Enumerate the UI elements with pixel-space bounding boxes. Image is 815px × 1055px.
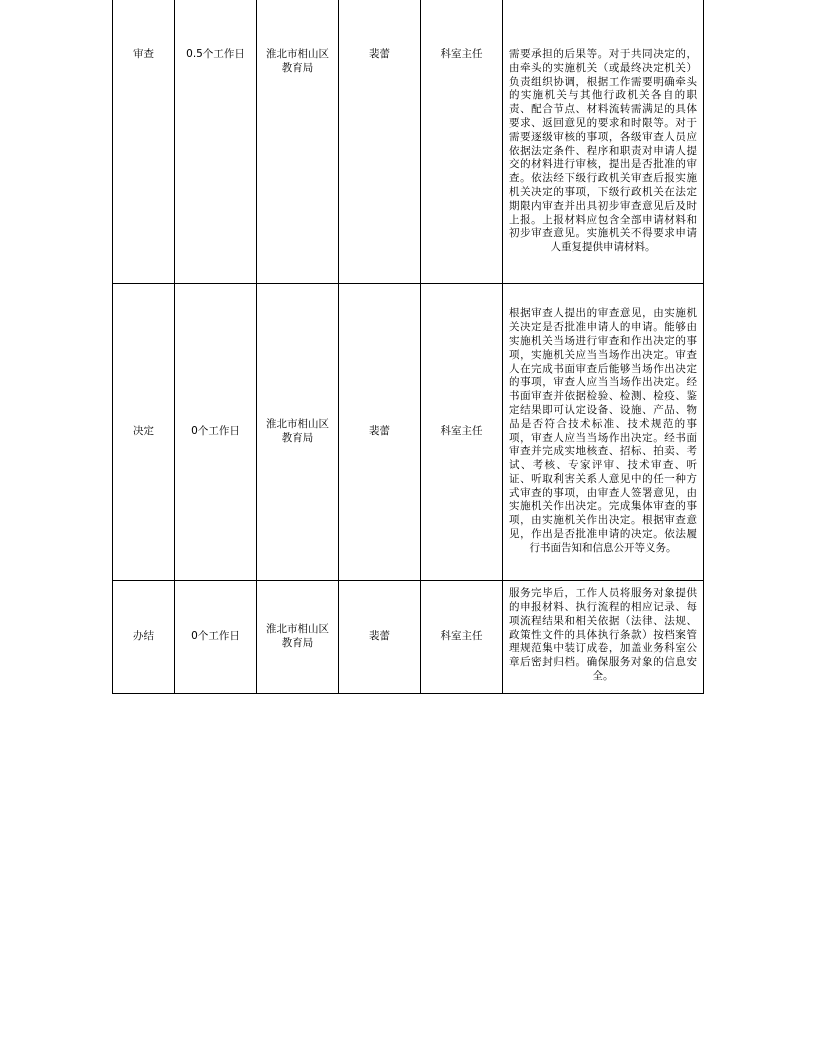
stage-label: 办结 xyxy=(133,629,154,642)
time-limit-value: 0个工作日 xyxy=(191,424,240,437)
person-cell xyxy=(339,0,421,283)
process-table xyxy=(112,0,704,694)
person-name: 裴蕾 xyxy=(369,48,390,60)
agency-name: 淮北市相山区教育局 xyxy=(266,417,329,444)
time-limit-value: 0个工作日 xyxy=(191,629,240,642)
agency-cell xyxy=(257,283,339,580)
table-row xyxy=(113,580,704,693)
description-cell xyxy=(503,283,704,580)
stage-cell xyxy=(113,580,175,693)
description-text: 服务完毕后，工作人员将服务对象提供的申报材料、执行流程的相应记录、每项流程结果和相关依据（法律、法规、政策性文件的具体执行条款）按档案管理规范集中装订成卷，加盖业务科室公章后密封归档。确保服务对象的信息安全。 xyxy=(509,587,697,682)
person-name: 裴蕾 xyxy=(369,629,390,642)
position-title: 科室主任 xyxy=(440,629,483,642)
time-limit-cell xyxy=(175,0,257,283)
agency-name: 淮北市相山区教育局 xyxy=(266,48,329,74)
stage-cell xyxy=(113,283,175,580)
description-cell xyxy=(503,0,704,283)
person-name: 裴蕾 xyxy=(369,424,390,437)
position-cell xyxy=(421,580,503,693)
position-cell xyxy=(421,0,503,283)
stage-cell xyxy=(113,0,175,283)
agency-name: 淮北市相山区教育局 xyxy=(266,622,329,649)
time-limit-value: 0.5个工作日 xyxy=(186,48,245,60)
description-cell xyxy=(503,580,704,693)
stage-label: 审查 xyxy=(133,48,154,60)
table-row xyxy=(113,0,704,283)
position-title: 科室主任 xyxy=(440,48,483,60)
time-limit-cell xyxy=(175,283,257,580)
position-title: 科室主任 xyxy=(440,424,483,437)
agency-cell xyxy=(257,0,339,283)
stage-label: 决定 xyxy=(133,424,154,437)
description-text: 需要承担的后果等。对于共同决定的，由牵头的实施机关（或最终决定机关）负责组织协调，根据工作需要明确牵头的实施机关与其他行政机关各自的职责、配合节点、材料流转需满足的具体要求、返回意见的要求和时限等。对于需要逐级审核的事项，各级审查人员应依据法定条件、程序和职责对申请人提交的材料进行审核，提出是否批准的审查。依法经下级行政机关审查后报实施机关决定的事项，下级行政机关在法定期限内审查并出具初步审查意见后及时上报。上报材料应包含全部申请材料和初步审查意见。实施机关不得要求申请人重复提供申请材料。 xyxy=(509,48,697,254)
person-cell xyxy=(339,283,421,580)
description-text: 根据审查人提出的审查意见，由实施机关决定是否批准申请人的申请。能够由实施机关当场进行审查和作出决定的事项，实施机关应当当场作出决定。审查人在完成书面审查后能够当场作出决定的事项，审查人应当当场作出决定。经书面审查并依据检验、检测、检疫、鉴定结果即可认定设备、设施、产品、物品是否符合技术标准、技术规范的事项，审查人应当当场作出决定。经书面审查并完成实地核查、招标、拍卖、考试、考核、专家评审、技术审查、听证、听取利害关系人意见中的任一种方式审查的事项，由审查人签署意见，由实施机关作出决定。完成集体审查的事项，由实施机关作出决定。根据审查意见，作出是否批准申请的决定。依法履行书面告知和信息公开等义务。 xyxy=(509,307,697,554)
time-limit-cell xyxy=(175,580,257,693)
person-cell xyxy=(339,580,421,693)
position-cell xyxy=(421,283,503,580)
agency-cell xyxy=(257,580,339,693)
table-row xyxy=(113,283,704,580)
